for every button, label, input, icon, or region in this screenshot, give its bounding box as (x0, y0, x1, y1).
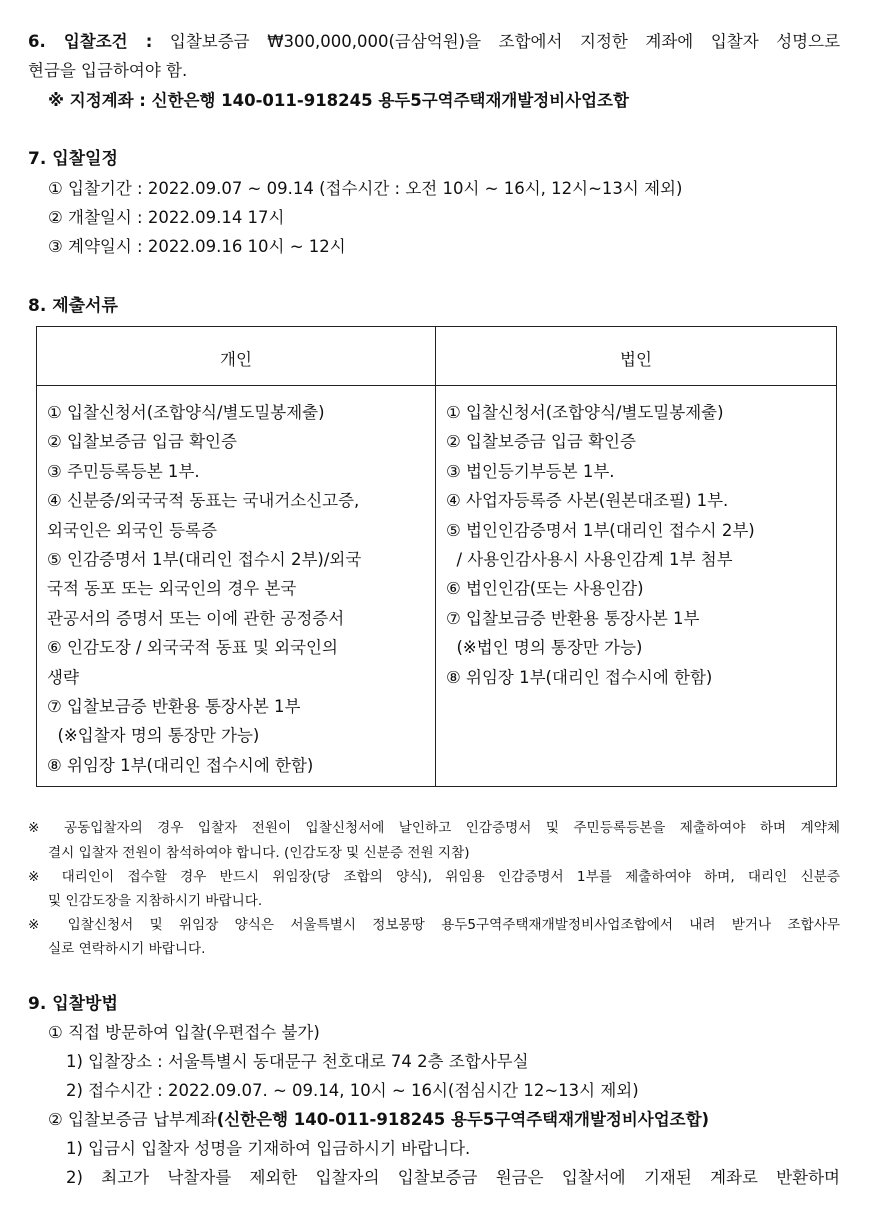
corporate-doc-line: ⑧ 위임장 1부(대리인 접수시에 한함) (446, 667, 713, 687)
corporate-doc-line: / 사용인감사용시 사용인감계 1부 첨부 (446, 549, 733, 569)
section9-item-2-account: (신한은행 140-011-918245 용두5구역주택재개발정비사업조합) (216, 1110, 710, 1129)
individual-doc-line: ⑥ 인감도장 / 외국국적 동표 및 외국인의 (47, 638, 338, 658)
note-line: 실로 연락하시기 바랍니다. (48, 941, 206, 957)
section7-heading: 7. 입찰일정 (28, 149, 118, 169)
individual-doc-line: ③ 주민등록등본 1부. (47, 461, 200, 481)
section9-item-1: ① 직접 방문하여 입찰(우편접수 불가) (48, 1023, 320, 1042)
note-line: ※ 공동입찰자의 경우 입찰자 전원이 입찰신청서에 날인하고 인감증명서 및 주민등록등본을 제출하여야 하며 계약체 (28, 820, 840, 836)
section8-heading: 8. 제출서류 (28, 296, 118, 316)
section9-item-2-sub-1: 1) 입금시 입찰자 성명을 기재하여 입금하시기 바랍니다. (66, 1139, 471, 1158)
corporate-doc-line: ⑦ 입찰보금증 반환용 통장사본 1부 (446, 608, 700, 628)
individual-doc-line: 생략 (47, 667, 79, 687)
individual-doc-line: ① 입찰신청서(조합양식/별도밀봉제출) (47, 403, 325, 422)
individual-documents-cell (47, 398, 361, 780)
corporate-doc-line: (※법인 명의 통장만 가능) (446, 638, 643, 658)
section6-line1 (28, 32, 840, 53)
table-column-divider (435, 327, 436, 786)
section9-heading: 9. 입찰방법 (28, 994, 118, 1014)
note-line: ※ 대리인이 접수할 경우 반드시 위임장(당 조합의 양식), 위임용 인감증명서 1부를 제출하여야 하며, 대리인 신분증 (28, 869, 840, 885)
section6-account: ※ 지정계좌 : 신한은행 140-011-918245 용두5구역주택재개발정비사업조합 (48, 91, 629, 110)
section6-heading: 6. 입찰조건 : (28, 32, 153, 51)
section7-item-1: ① 입찰기간 : 2022.09.07 ~ 09.14 (접수시간 : 오전 10시 ~ 16시, 12시~13시 제외) (48, 179, 683, 198)
documents-table (36, 326, 837, 787)
individual-doc-line: ⑦ 입찰보금증 반환용 통장사본 1부 (47, 696, 301, 716)
individual-doc-line: 관공서의 증명서 또는 이에 관한 공정증서 (47, 608, 345, 628)
corporate-doc-line: ④ 사업자등록증 사본(원본대조필) 1부. (446, 491, 729, 511)
individual-doc-line: ⑧ 위임장 1부(대리인 접수시에 한함) (47, 755, 314, 775)
section9-item-2 (48, 1110, 709, 1131)
section7-item-2: ② 개찰일시 : 2022.09.14 17시 (48, 208, 285, 227)
individual-doc-line: ② 입찰보증금 입금 확인증 (47, 432, 237, 452)
section9-item-2-label: ② 입찰보증금 납부계좌 (48, 1110, 217, 1129)
corporate-doc-line: ① 입찰신청서(조합양식/별도밀봉제출) (446, 403, 724, 422)
corporate-doc-line: ② 입찰보증금 입금 확인증 (446, 432, 636, 452)
section6-line2: 현금을 입금하여야 함. (28, 61, 188, 80)
section9-item-1-sub-2: 2) 접수시간 : 2022.09.07. ~ 09.14, 10시 ~ 16시(점심시간 12~13시 제외) (66, 1081, 639, 1100)
note-line: ※ 입찰신청서 및 위임장 양식은 서울특별시 정보몽땅 용두5구역주택재개발정비사업조합에서 내려 받거나 조합사무 (28, 917, 840, 933)
table-header-corporate: 법인 (620, 350, 652, 369)
section9-item-1-sub-1: 1) 입찰장소 : 서울특별시 동대문구 천호대로 74 2층 조합사무실 (66, 1052, 529, 1071)
individual-doc-line: 국적 동포 또는 외국인의 경우 본국 (47, 579, 297, 599)
corporate-doc-line: ⑤ 법인인감증명서 1부(대리인 접수시 2부) (446, 520, 755, 540)
corporate-doc-line: ⑥ 법인인감(또는 사용인감) (446, 579, 644, 599)
note-line: 결시 입찰자 전원이 참석하여야 합니다. (인감도장 및 신분증 전원 지참) (48, 845, 470, 861)
section9-item-2-sub-2: 2) 최고가 낙찰자를 제외한 입찰자의 입찰보증금 원금은 입찰서에 기재된 계좌로 반환하며 (66, 1168, 840, 1187)
section6-text1: 입찰보증금 ₩300,000,000(금삼억원)을 조합에서 지정한 계좌에 입찰자 성명으로 (169, 32, 841, 51)
corporate-documents-cell (446, 398, 755, 692)
table-header-divider (37, 385, 836, 386)
table-header-individual: 개인 (220, 350, 252, 369)
individual-doc-line: ④ 신분증/외국국적 동표는 국내거소신고증, (47, 491, 360, 511)
corporate-doc-line: ③ 법인등기부등본 1부. (446, 461, 615, 481)
section7-item-3: ③ 계약일시 : 2022.09.16 10시 ~ 12시 (48, 237, 346, 256)
note-line: 및 인감도장을 지참하시기 바랍니다. (48, 893, 263, 909)
individual-doc-line: (※입찰자 명의 통장만 가능) (47, 726, 260, 746)
individual-doc-line: ⑤ 인감증명서 1부(대리인 접수시 2부)/외국 (47, 549, 362, 569)
individual-doc-line: 외국인은 외국인 등록증 (47, 520, 217, 540)
